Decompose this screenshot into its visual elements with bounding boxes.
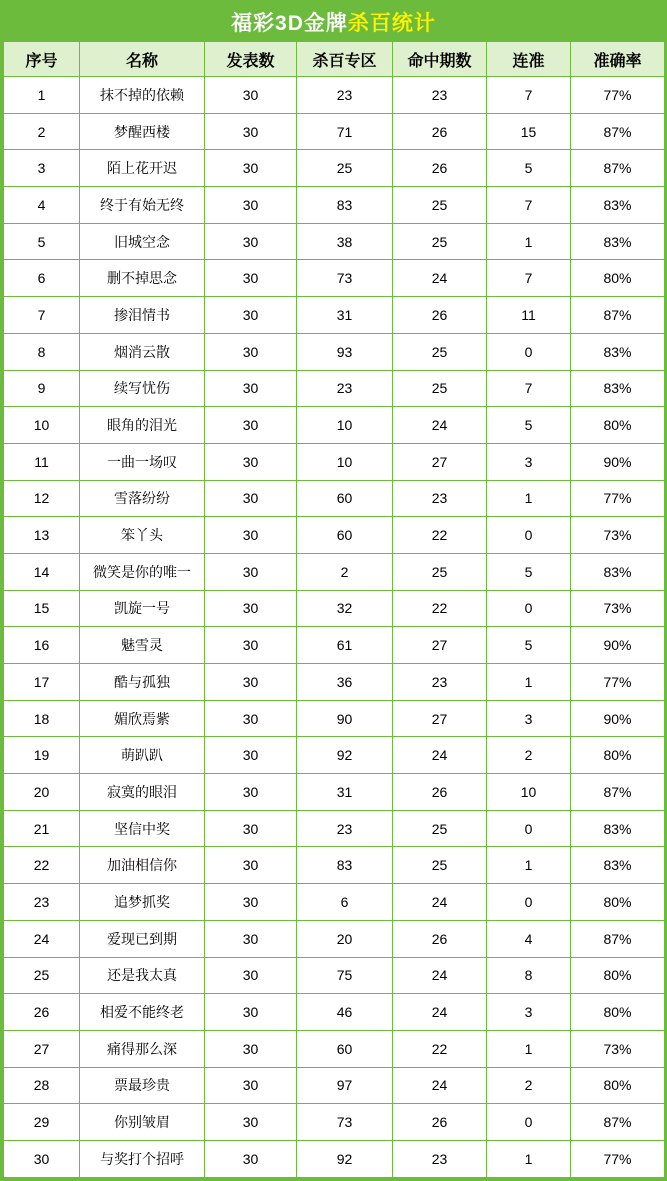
table-row <box>4 884 665 921</box>
cell-kill-zone: 10 <box>297 443 393 480</box>
page-title <box>3 3 664 41</box>
cell-kill-zone: 36 <box>297 664 393 701</box>
table-row <box>4 150 665 187</box>
table-row <box>4 737 665 774</box>
cell-hit-periods: 24 <box>393 260 487 297</box>
cell-hit-periods: 24 <box>393 737 487 774</box>
cell-index: 3 <box>4 150 80 187</box>
cell-hit-periods: 23 <box>393 480 487 517</box>
cell-name: 追梦抓奖 <box>80 884 205 921</box>
cell-streak: 11 <box>487 297 571 334</box>
cell-name: 寂寞的眼泪 <box>80 774 205 811</box>
table-row <box>4 774 665 811</box>
table-header-row <box>4 42 665 77</box>
cell-accuracy: 87% <box>571 297 665 334</box>
cell-accuracy: 83% <box>571 370 665 407</box>
cell-streak: 8 <box>487 957 571 994</box>
cell-accuracy: 73% <box>571 517 665 554</box>
cell-name: 魅雪灵 <box>80 627 205 664</box>
cell-accuracy: 80% <box>571 994 665 1031</box>
cell-streak: 0 <box>487 1104 571 1141</box>
cell-post-count: 30 <box>205 187 297 224</box>
cell-name: 一曲一场叹 <box>80 443 205 480</box>
column-header-name: 名称 <box>80 42 205 77</box>
cell-index: 1 <box>4 77 80 114</box>
cell-name: 酷与孤独 <box>80 664 205 701</box>
cell-post-count: 30 <box>205 113 297 150</box>
cell-streak: 1 <box>487 223 571 260</box>
cell-index: 16 <box>4 627 80 664</box>
table-row <box>4 664 665 701</box>
cell-kill-zone: 90 <box>297 700 393 737</box>
cell-kill-zone: 92 <box>297 1140 393 1177</box>
cell-name: 爱现已到期 <box>80 920 205 957</box>
cell-post-count: 30 <box>205 480 297 517</box>
cell-index: 7 <box>4 297 80 334</box>
cell-kill-zone: 10 <box>297 407 393 444</box>
column-header-post-count: 发表数 <box>205 42 297 77</box>
cell-post-count: 30 <box>205 407 297 444</box>
cell-streak: 10 <box>487 774 571 811</box>
cell-post-count: 30 <box>205 260 297 297</box>
cell-accuracy: 87% <box>571 113 665 150</box>
cell-post-count: 30 <box>205 774 297 811</box>
cell-accuracy: 83% <box>571 333 665 370</box>
cell-index: 13 <box>4 517 80 554</box>
cell-hit-periods: 26 <box>393 1104 487 1141</box>
cell-streak: 7 <box>487 187 571 224</box>
cell-kill-zone: 20 <box>297 920 393 957</box>
cell-index: 14 <box>4 553 80 590</box>
cell-streak: 5 <box>487 150 571 187</box>
table-row <box>4 223 665 260</box>
cell-streak: 1 <box>487 1140 571 1177</box>
cell-name: 梦醒西楼 <box>80 113 205 150</box>
table-row <box>4 1067 665 1104</box>
cell-streak: 3 <box>487 994 571 1031</box>
cell-hit-periods: 24 <box>393 994 487 1031</box>
cell-hit-periods: 22 <box>393 1030 487 1067</box>
title-main-text: 福彩3D金牌 <box>231 12 348 35</box>
table-row <box>4 370 665 407</box>
cell-accuracy: 80% <box>571 957 665 994</box>
cell-accuracy: 83% <box>571 810 665 847</box>
cell-accuracy: 83% <box>571 553 665 590</box>
cell-kill-zone: 38 <box>297 223 393 260</box>
cell-index: 12 <box>4 480 80 517</box>
cell-accuracy: 73% <box>571 1030 665 1067</box>
cell-post-count: 30 <box>205 590 297 627</box>
cell-index: 21 <box>4 810 80 847</box>
cell-kill-zone: 23 <box>297 370 393 407</box>
cell-kill-zone: 6 <box>297 884 393 921</box>
cell-streak: 5 <box>487 627 571 664</box>
cell-hit-periods: 24 <box>393 957 487 994</box>
cell-hit-periods: 26 <box>393 920 487 957</box>
cell-post-count: 30 <box>205 1067 297 1104</box>
cell-streak: 3 <box>487 700 571 737</box>
cell-kill-zone: 60 <box>297 517 393 554</box>
cell-accuracy: 77% <box>571 664 665 701</box>
cell-kill-zone: 60 <box>297 1030 393 1067</box>
cell-accuracy: 77% <box>571 1140 665 1177</box>
cell-streak: 2 <box>487 737 571 774</box>
cell-kill-zone: 61 <box>297 627 393 664</box>
table-header <box>4 42 665 77</box>
cell-index: 17 <box>4 664 80 701</box>
cell-accuracy: 77% <box>571 77 665 114</box>
cell-hit-periods: 25 <box>393 553 487 590</box>
table-row <box>4 77 665 114</box>
cell-streak: 1 <box>487 664 571 701</box>
cell-post-count: 30 <box>205 664 297 701</box>
cell-hit-periods: 23 <box>393 664 487 701</box>
table-row <box>4 957 665 994</box>
cell-streak: 0 <box>487 810 571 847</box>
cell-accuracy: 87% <box>571 774 665 811</box>
cell-accuracy: 87% <box>571 920 665 957</box>
cell-kill-zone: 31 <box>297 297 393 334</box>
cell-name: 终于有始无终 <box>80 187 205 224</box>
cell-name: 抹不掉的依赖 <box>80 77 205 114</box>
column-header-streak: 连准 <box>487 42 571 77</box>
cell-kill-zone: 73 <box>297 260 393 297</box>
cell-index: 2 <box>4 113 80 150</box>
cell-hit-periods: 26 <box>393 774 487 811</box>
cell-post-count: 30 <box>205 884 297 921</box>
table-row <box>4 407 665 444</box>
cell-hit-periods: 22 <box>393 517 487 554</box>
cell-index: 19 <box>4 737 80 774</box>
cell-name: 与奖打个招呼 <box>80 1140 205 1177</box>
cell-name: 眼角的泪光 <box>80 407 205 444</box>
cell-post-count: 30 <box>205 700 297 737</box>
cell-accuracy: 90% <box>571 627 665 664</box>
cell-name: 还是我太真 <box>80 957 205 994</box>
cell-hit-periods: 27 <box>393 443 487 480</box>
cell-index: 27 <box>4 1030 80 1067</box>
cell-index: 26 <box>4 994 80 1031</box>
cell-kill-zone: 31 <box>297 774 393 811</box>
cell-post-count: 30 <box>205 223 297 260</box>
cell-index: 6 <box>4 260 80 297</box>
table-row <box>4 480 665 517</box>
table-row <box>4 113 665 150</box>
cell-streak: 1 <box>487 847 571 884</box>
cell-index: 29 <box>4 1104 80 1141</box>
table-row <box>4 333 665 370</box>
table-row <box>4 443 665 480</box>
cell-hit-periods: 24 <box>393 884 487 921</box>
cell-name: 笨丫头 <box>80 517 205 554</box>
cell-name: 删不掉思念 <box>80 260 205 297</box>
cell-name: 媚欣焉紫 <box>80 700 205 737</box>
cell-name: 陌上花开迟 <box>80 150 205 187</box>
cell-index: 23 <box>4 884 80 921</box>
cell-streak: 1 <box>487 480 571 517</box>
cell-index: 28 <box>4 1067 80 1104</box>
table-row <box>4 1140 665 1177</box>
cell-streak: 5 <box>487 553 571 590</box>
cell-index: 4 <box>4 187 80 224</box>
cell-accuracy: 73% <box>571 590 665 627</box>
cell-accuracy: 80% <box>571 260 665 297</box>
cell-streak: 7 <box>487 260 571 297</box>
cell-hit-periods: 26 <box>393 297 487 334</box>
cell-kill-zone: 75 <box>297 957 393 994</box>
cell-index: 8 <box>4 333 80 370</box>
cell-post-count: 30 <box>205 443 297 480</box>
table-row <box>4 590 665 627</box>
table-body <box>4 77 665 1178</box>
cell-index: 30 <box>4 1140 80 1177</box>
cell-kill-zone: 97 <box>297 1067 393 1104</box>
cell-hit-periods: 24 <box>393 407 487 444</box>
table-row <box>4 920 665 957</box>
cell-hit-periods: 25 <box>393 333 487 370</box>
cell-post-count: 30 <box>205 847 297 884</box>
cell-kill-zone: 83 <box>297 187 393 224</box>
cell-hit-periods: 25 <box>393 370 487 407</box>
cell-accuracy: 87% <box>571 1104 665 1141</box>
cell-index: 25 <box>4 957 80 994</box>
table-row <box>4 1030 665 1067</box>
cell-kill-zone: 71 <box>297 113 393 150</box>
table-row <box>4 517 665 554</box>
cell-hit-periods: 23 <box>393 1140 487 1177</box>
cell-accuracy: 80% <box>571 737 665 774</box>
cell-name: 坚信中奖 <box>80 810 205 847</box>
table-row <box>4 1104 665 1141</box>
cell-accuracy: 87% <box>571 150 665 187</box>
cell-kill-zone: 93 <box>297 333 393 370</box>
table-row <box>4 187 665 224</box>
cell-accuracy: 77% <box>571 480 665 517</box>
cell-post-count: 30 <box>205 920 297 957</box>
cell-hit-periods: 27 <box>393 627 487 664</box>
cell-post-count: 30 <box>205 150 297 187</box>
cell-kill-zone: 60 <box>297 480 393 517</box>
column-header-index: 序号 <box>4 42 80 77</box>
cell-streak: 0 <box>487 333 571 370</box>
cell-accuracy: 80% <box>571 884 665 921</box>
cell-kill-zone: 73 <box>297 1104 393 1141</box>
cell-index: 5 <box>4 223 80 260</box>
cell-hit-periods: 23 <box>393 77 487 114</box>
cell-post-count: 30 <box>205 1104 297 1141</box>
table-row <box>4 260 665 297</box>
cell-name: 旧城空念 <box>80 223 205 260</box>
cell-post-count: 30 <box>205 957 297 994</box>
cell-post-count: 30 <box>205 517 297 554</box>
cell-post-count: 30 <box>205 1030 297 1067</box>
cell-index: 9 <box>4 370 80 407</box>
cell-name: 加油相信你 <box>80 847 205 884</box>
cell-streak: 7 <box>487 370 571 407</box>
title-accent-text: 杀百统计 <box>347 12 436 35</box>
cell-kill-zone: 23 <box>297 77 393 114</box>
cell-post-count: 30 <box>205 333 297 370</box>
table-row <box>4 297 665 334</box>
cell-kill-zone: 46 <box>297 994 393 1031</box>
cell-streak: 7 <box>487 77 571 114</box>
cell-kill-zone: 2 <box>297 553 393 590</box>
cell-post-count: 30 <box>205 77 297 114</box>
cell-kill-zone: 25 <box>297 150 393 187</box>
cell-streak: 5 <box>487 407 571 444</box>
table-row <box>4 810 665 847</box>
cell-index: 15 <box>4 590 80 627</box>
cell-accuracy: 83% <box>571 223 665 260</box>
cell-streak: 3 <box>487 443 571 480</box>
cell-index: 20 <box>4 774 80 811</box>
cell-hit-periods: 26 <box>393 150 487 187</box>
cell-hit-periods: 25 <box>393 810 487 847</box>
cell-name: 微笑是你的唯一 <box>80 553 205 590</box>
cell-name: 雪落纷纷 <box>80 480 205 517</box>
cell-name: 烟消云散 <box>80 333 205 370</box>
cell-streak: 4 <box>487 920 571 957</box>
cell-streak: 2 <box>487 1067 571 1104</box>
table-row <box>4 553 665 590</box>
table-row <box>4 700 665 737</box>
cell-hit-periods: 25 <box>393 223 487 260</box>
cell-hit-periods: 25 <box>393 187 487 224</box>
cell-post-count: 30 <box>205 737 297 774</box>
cell-index: 18 <box>4 700 80 737</box>
cell-post-count: 30 <box>205 994 297 1031</box>
cell-index: 11 <box>4 443 80 480</box>
statistics-table <box>3 41 665 1178</box>
table-row <box>4 994 665 1031</box>
cell-accuracy: 90% <box>571 443 665 480</box>
cell-kill-zone: 83 <box>297 847 393 884</box>
cell-hit-periods: 27 <box>393 700 487 737</box>
cell-kill-zone: 92 <box>297 737 393 774</box>
cell-name: 相爱不能终老 <box>80 994 205 1031</box>
cell-name: 票最珍贵 <box>80 1067 205 1104</box>
cell-index: 10 <box>4 407 80 444</box>
cell-name: 萌趴趴 <box>80 737 205 774</box>
cell-hit-periods: 26 <box>393 113 487 150</box>
table-row <box>4 847 665 884</box>
cell-hit-periods: 25 <box>393 847 487 884</box>
cell-name: 凯旋一号 <box>80 590 205 627</box>
cell-accuracy: 80% <box>571 407 665 444</box>
cell-post-count: 30 <box>205 297 297 334</box>
column-header-kill-zone: 杀百专区 <box>297 42 393 77</box>
column-header-accuracy: 准确率 <box>571 42 665 77</box>
column-header-hit-periods: 命中期数 <box>393 42 487 77</box>
cell-hit-periods: 24 <box>393 1067 487 1104</box>
cell-index: 22 <box>4 847 80 884</box>
cell-accuracy: 90% <box>571 700 665 737</box>
cell-name: 掺泪情书 <box>80 297 205 334</box>
cell-streak: 0 <box>487 517 571 554</box>
cell-post-count: 30 <box>205 370 297 407</box>
cell-accuracy: 83% <box>571 187 665 224</box>
cell-streak: 15 <box>487 113 571 150</box>
cell-accuracy: 80% <box>571 1067 665 1104</box>
cell-kill-zone: 32 <box>297 590 393 627</box>
cell-accuracy: 83% <box>571 847 665 884</box>
cell-post-count: 30 <box>205 553 297 590</box>
cell-name: 续写忧伤 <box>80 370 205 407</box>
cell-name: 你别皱眉 <box>80 1104 205 1141</box>
cell-hit-periods: 22 <box>393 590 487 627</box>
cell-kill-zone: 23 <box>297 810 393 847</box>
cell-post-count: 30 <box>205 1140 297 1177</box>
cell-index: 24 <box>4 920 80 957</box>
cell-post-count: 30 <box>205 627 297 664</box>
table-row <box>4 627 665 664</box>
cell-streak: 1 <box>487 1030 571 1067</box>
cell-streak: 0 <box>487 884 571 921</box>
cell-name: 痛得那么深 <box>80 1030 205 1067</box>
cell-post-count: 30 <box>205 810 297 847</box>
cell-streak: 0 <box>487 590 571 627</box>
